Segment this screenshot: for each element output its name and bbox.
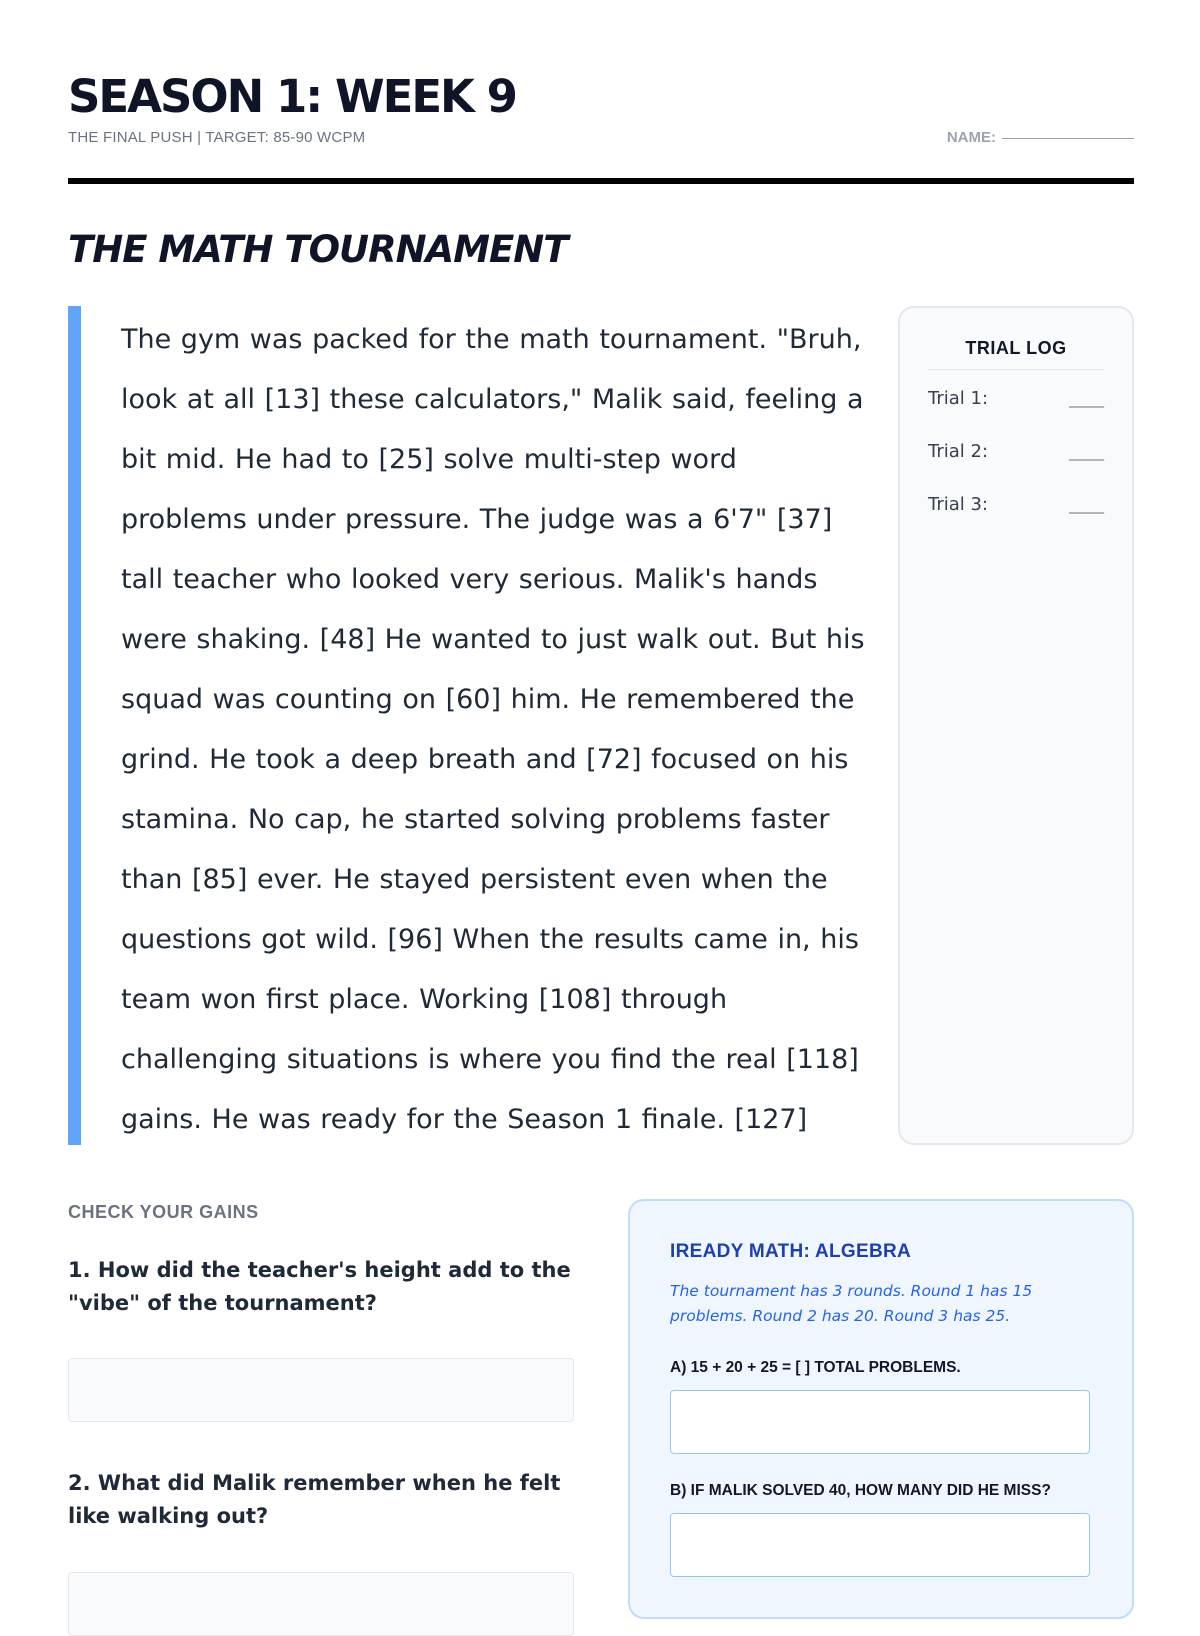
question-1: 1. How did the teacher's height add to the "vibe" of the tournament? xyxy=(68,1258,571,1315)
reading-passage xyxy=(68,306,868,1145)
trial-blank[interactable]: _____ xyxy=(1069,445,1104,461)
trial-log-card xyxy=(898,306,1134,1145)
trial-label: Trial 2: xyxy=(928,441,989,462)
math-title: IREADY MATH: ALGEBRA xyxy=(670,1241,912,1262)
trial-blank[interactable]: _____ xyxy=(1069,498,1104,514)
check-your-gains-heading: CHECK YOUR GAINS xyxy=(68,1202,259,1222)
answer-box-1[interactable] xyxy=(68,1358,574,1422)
question-2: 2. What did Malik remember when he felt like walking out? xyxy=(68,1471,561,1528)
iready-math-card xyxy=(628,1199,1134,1619)
trial-blank[interactable]: _____ xyxy=(1069,392,1104,408)
trial-row[interactable] xyxy=(928,388,1104,441)
story-title: THE MATH TOURNAMENT xyxy=(68,228,568,271)
trial-row[interactable] xyxy=(928,441,1104,494)
name-label: NAME: xyxy=(946,129,996,146)
worksheet-page xyxy=(68,0,1134,1600)
trial-label: Trial 3: xyxy=(928,494,989,515)
trial-label: Trial 1: xyxy=(928,388,989,409)
name-blank-line[interactable] xyxy=(1002,138,1134,139)
math-answer-b[interactable] xyxy=(670,1513,1090,1577)
page-title: SEASON 1: WEEK 9 xyxy=(68,70,516,123)
trial-log-title: TRIAL LOG xyxy=(928,338,1104,370)
trial-row[interactable] xyxy=(928,494,1104,547)
name-field[interactable] xyxy=(947,129,1134,146)
math-prompt: The tournament has 3 rounds. Round 1 has 15 problems. Round 2 has 20. Round 3 has 25. xyxy=(670,1282,1033,1325)
page-subtitle: THE FINAL PUSH | TARGET: 85-90 WCPM xyxy=(68,129,366,146)
header-divider xyxy=(68,178,1134,184)
math-answer-a[interactable] xyxy=(670,1390,1090,1454)
math-question-a: A) 15 + 20 + 25 = [ ] TOTAL PROBLEMS. xyxy=(670,1359,961,1376)
answer-box-2[interactable] xyxy=(68,1572,574,1636)
math-question-b: B) IF MALIK SOLVED 40, HOW MANY DID HE MISS? xyxy=(670,1482,1051,1499)
passage-text: The gym was packed for the math tournament. "Bruh, look at all [13] these calculators," Malik said, feeling a bit mid. He had to [25] solve multi-step word problems under pressure. The judge was a 6'7" [37] tall teacher who looked very serious. Malik's hands were shaking. [48] He wanted to just walk out. But his squad was counting on [60] him. He remembered the grind. He took a deep breath and [72] focused on his stamina. No cap, he started solving problems faster than [85] ever. He stayed persistent even when the questions got wild. [96] When the results came in, his team won first place. Working [108] through challenging situations is where you find the real [118] gains. He was ready for the Season 1 finale. [127] xyxy=(121,324,865,1135)
